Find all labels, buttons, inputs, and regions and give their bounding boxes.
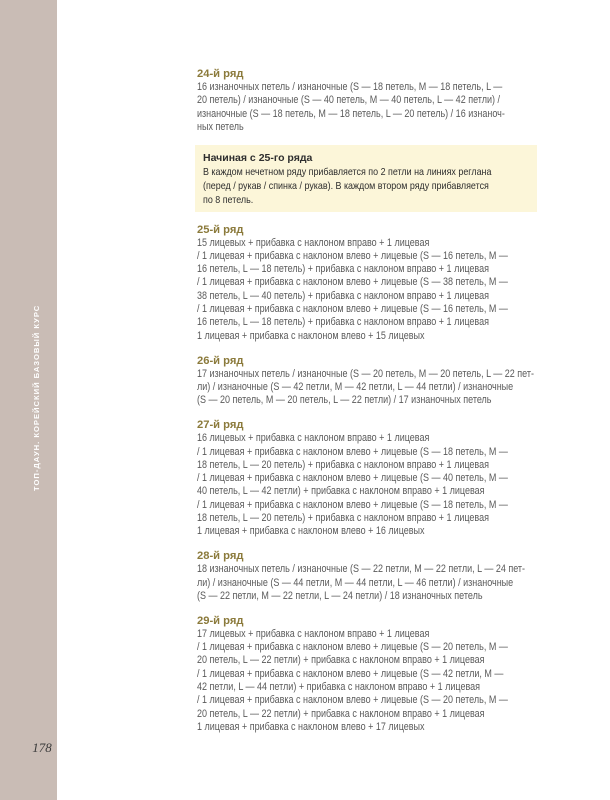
instruction-line-text: / 1 лицевая + прибавка с наклоном влево + лицевые (S — 16 петель, M — xyxy=(197,249,508,262)
instruction-line-text: 17 лицевых + прибавка с наклоном вправо + 1 лицевая xyxy=(197,627,430,640)
note-line xyxy=(203,193,480,207)
instruction-line-text: 1 лицевая + прибавка с наклоном влево + 15 лицевых xyxy=(197,329,425,342)
instruction-line xyxy=(197,394,492,407)
instruction-line xyxy=(197,694,508,707)
row-section xyxy=(197,354,537,408)
instruction-line xyxy=(197,316,490,329)
instruction-line xyxy=(197,367,534,381)
instruction-line xyxy=(197,590,486,603)
row-heading: 27-й ряд xyxy=(197,419,244,432)
instruction-line xyxy=(197,289,490,303)
instruction-line xyxy=(197,380,514,394)
row-heading: 29-й ряд xyxy=(197,614,244,627)
instruction-line-text: 1 лицевая + прибавка с наклоном влево + 17 лицевых xyxy=(197,720,425,733)
instruction-line xyxy=(197,237,486,250)
instruction-line-text: (S — 22 петли, M — 22 петли, L — 24 петли) / 18 изнаночных петель xyxy=(197,589,483,602)
instruction-line-text: / 1 лицевая + прибавка с наклоном влево + лицевые (S — 18 петель, M — xyxy=(197,498,508,511)
instruction-line-text: 16 петель, L — 18 петель) + прибавка с наклоном вправо + 1 лицевая xyxy=(197,316,490,329)
instruction-line-text: 20 петель, L — 22 петли) + прибавка с наклоном вправо + 1 лицевая xyxy=(197,654,485,667)
instruction-line-text: / 1 лицевая + прибавка с наклоном влево + лицевые (S — 20 петель, M — xyxy=(197,694,508,707)
row-section xyxy=(197,418,537,538)
instruction-line xyxy=(197,121,486,134)
instruction-line xyxy=(197,276,508,289)
instruction-line-text: / 1 лицевая + прибавка с наклоном влево + лицевые (S — 18 петель, M — xyxy=(197,445,508,458)
instruction-line-text: (S — 20 петель, M — 20 петель, L — 22 петли) / 17 изнаночных петель xyxy=(197,394,492,407)
instruction-line xyxy=(197,472,508,485)
instruction-line-text: 42 петли, L — 44 петли) + прибавка с наклоном вправо + 1 лицевая xyxy=(197,681,481,694)
instruction-line xyxy=(197,681,486,694)
note-line xyxy=(203,165,492,179)
instruction-line-text: / 1 лицевая + прибавка с наклоном влево + лицевые (S — 38 петель, M — xyxy=(197,276,508,289)
instruction-line-text: 16 изнаночных петель / изнаночные (S — 18 петель, M — 18 петель, L — xyxy=(197,81,503,93)
instruction-line xyxy=(197,667,504,681)
instruction-line xyxy=(197,94,501,107)
instruction-line xyxy=(197,330,486,343)
instruction-line xyxy=(197,525,486,538)
row-heading: 24-й ряд xyxy=(197,68,244,80)
instruction-line-text: / 1 лицевая + прибавка с наклоном влево + лицевые (S — 16 петель, M — xyxy=(197,303,508,316)
instruction-line xyxy=(197,303,508,316)
instruction-line xyxy=(197,107,505,121)
instruction-line-text: 38 петель, L — 40 петель) + прибавка с наклоном вправо + 1 лицевая xyxy=(197,289,490,302)
note-box xyxy=(195,145,537,212)
instruction-line xyxy=(197,458,490,472)
instruction-line-text: / 1 лицевая + прибавка с наклоном влево + лицевые (S — 20 петель, M — xyxy=(197,641,508,654)
row-section xyxy=(197,67,537,134)
instruction-line xyxy=(197,708,486,721)
instruction-line xyxy=(197,485,486,498)
row-heading: 26-й ряд xyxy=(197,354,244,367)
instruction-line-text: 1 лицевая + прибавка с наклоном влево + 16 лицевых xyxy=(197,525,425,538)
row-section xyxy=(197,549,537,603)
instruction-line-text: / 1 лицевая + прибавка с наклоном влево + лицевые (S — 40 петель, M — xyxy=(197,472,508,485)
instruction-line xyxy=(197,432,486,445)
content-column xyxy=(197,67,537,734)
instruction-line-text: 20 петель) / изнаночные (S — 40 петель, M — 40 петель, L — 42 петли) / xyxy=(197,94,501,107)
instruction-line-text: ли) / изнаночные (S — 44 петли, M — 44 петли, L — 46 петли) / изнаночные xyxy=(197,576,514,589)
instruction-line xyxy=(197,654,486,667)
note-heading: Начиная с 25-го ряда xyxy=(203,151,313,164)
instruction-line-text: 18 петель, L — 20 петель) + прибавка с наклоном вправо + 1 лицевая xyxy=(197,511,490,524)
row-heading: 25-й ряд xyxy=(197,223,244,236)
note-line-text: (перед / рукав / спинка / рукав). В каждом втором ряду прибавляется xyxy=(203,179,489,192)
sidebar xyxy=(0,0,57,800)
instruction-line xyxy=(197,628,486,641)
note-line-text: по 8 петель. xyxy=(203,193,254,206)
instruction-line xyxy=(197,81,503,94)
instruction-line xyxy=(197,576,514,590)
instruction-line xyxy=(197,641,508,654)
row-section xyxy=(197,614,537,734)
instruction-line xyxy=(197,511,490,525)
instruction-line-text: 20 петель, L — 22 петли) + прибавка с наклоном вправо + 1 лицевая xyxy=(197,707,485,720)
instruction-line-text: / 1 лицевая + прибавка с наклоном влево + лицевые (S — 42 петли, M — xyxy=(197,667,504,680)
note-line-text: В каждом нечетном ряду прибавляется по 2 петли на линиях реглана xyxy=(203,165,492,178)
instruction-line-text: изнаночные (S — 18 петель, M — 18 петель, L — 20 петель) / 16 изнаноч- xyxy=(197,107,505,120)
row-heading: 28-й ряд xyxy=(197,550,244,563)
instruction-line xyxy=(197,249,508,263)
instruction-line xyxy=(197,445,508,459)
instruction-line-text: ных петель xyxy=(197,120,244,133)
note-line xyxy=(203,179,489,193)
instruction-line-text: ли) / изнаночные (S — 42 петли, M — 42 петли, L — 44 петли) / изнаночные xyxy=(197,380,514,393)
instruction-line-text: 18 петель, L — 20 петель) + прибавка с наклоном вправо + 1 лицевая xyxy=(197,458,490,471)
instruction-line xyxy=(197,563,526,576)
instruction-line xyxy=(197,721,486,734)
running-title: ТОП-ДАУН. КОРЕЙСКИЙ БАЗОВЫЙ КУРС xyxy=(32,304,41,492)
instruction-line-text: 40 петель, L — 42 петли) + прибавка с наклоном вправо + 1 лицевая xyxy=(197,485,485,498)
page-number: 178 xyxy=(32,740,52,755)
row-section xyxy=(197,223,537,343)
instruction-line xyxy=(197,498,508,512)
instruction-line xyxy=(197,263,490,276)
instruction-line-text: 16 петель, L — 18 петель) + прибавка с наклоном вправо + 1 лицевая xyxy=(197,263,490,276)
instruction-line-text: 18 изнаночных петель / изнаночные (S — 22 петли, M — 22 петли, L — 24 пет- xyxy=(197,563,526,576)
instruction-line-text: 17 изнаночных петель / изнаночные (S — 20 петель, M — 20 петель, L — 22 пет- xyxy=(197,367,534,380)
instruction-line-text: 16 лицевых + прибавка с наклоном вправо + 1 лицевая xyxy=(197,432,430,445)
instruction-line-text: 15 лицевых + прибавка с наклоном вправо + 1 лицевая xyxy=(197,236,430,249)
